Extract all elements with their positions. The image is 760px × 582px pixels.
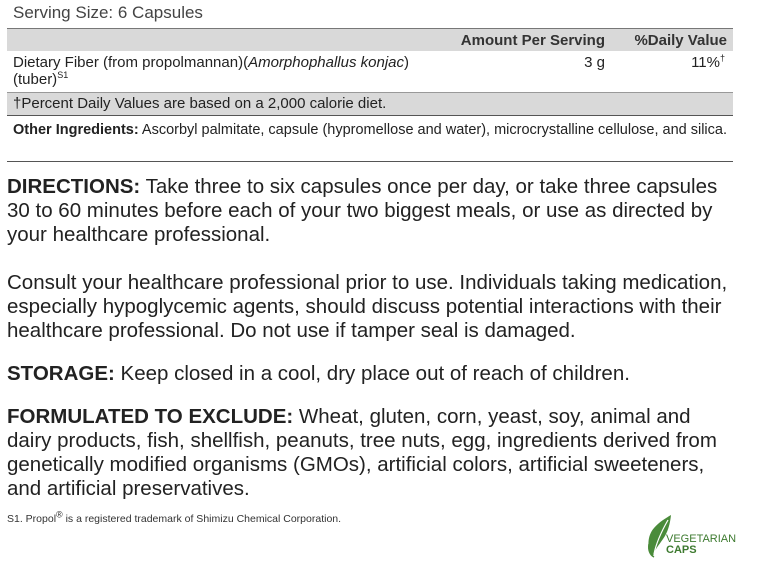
dagger-mark: † <box>719 53 725 63</box>
daily-value-footnote: †Percent Daily Values are based on a 2,000 calorie diet. <box>7 93 733 116</box>
directions-label: DIRECTIONS: <box>7 175 141 198</box>
storage-text: Keep closed in a cool, dry place out of reach of children. <box>114 362 630 385</box>
badge-line-1: VEGETARIAN <box>666 533 737 545</box>
directions-paragraph <box>7 175 737 247</box>
caution-paragraph: Consult your healthcare professional prior to use. Individuals taking medication, especially hypoglycemic agents, should discuss potential interactions with their healthcare professional. Do not use if tamper seal is damaged. <box>7 271 728 342</box>
exclude-text: Wheat, gluten, corn, yeast, soy, animal and dairy products, fish, shellfish, peanuts, tree nuts, egg, ingredients derived from genetically modified organisms (GMOs), artificial colors, artificial sweeteners, and artificial preservatives. <box>7 405 717 500</box>
storage-label: STORAGE: <box>7 362 115 385</box>
other-ingredients-text: Ascorbyl palmitate, capsule (hypromellose and water), microcrystalline cellulose, and silica. <box>138 122 727 138</box>
nutrient-name <box>13 54 443 88</box>
amount-column-header: Amount Per Serving <box>460 32 605 49</box>
nutrient-name-close: ) <box>404 54 410 71</box>
plant-part: (tuber) <box>13 71 58 88</box>
other-ingredients <box>7 116 733 162</box>
supplement-facts-panel <box>7 0 733 162</box>
badge-line-2: CAPS <box>666 544 697 556</box>
serving-size: Serving Size: 6 Capsules <box>7 0 733 29</box>
nutrient-name-text: Dietary Fiber (from propolmannan)( <box>13 54 249 71</box>
table-row <box>7 51 733 93</box>
trademark-prefix: S1. Propol <box>7 513 57 525</box>
nutrient-daily-value <box>691 54 725 71</box>
exclude-label: FORMULATED TO EXCLUDE: <box>7 405 294 428</box>
table-header <box>7 29 733 51</box>
other-ingredients-label: Other Ingredients: <box>13 122 139 138</box>
exclude-paragraph <box>7 405 737 501</box>
daily-value-number: 11% <box>691 54 720 71</box>
storage-paragraph <box>7 362 737 386</box>
vegetarian-caps-badge <box>646 514 746 558</box>
trademark-footnote <box>7 509 342 525</box>
daily-value-column-header: %Daily Value <box>634 32 727 49</box>
latin-name: Amorphophallus konjac <box>248 54 405 71</box>
registered-mark: ® <box>56 509 63 520</box>
directions-text: Take three to six capsules once per day, or take three capsules 30 to 60 minutes before each of your two biggest meals, or use as directed by your healthcare professional. <box>7 175 718 246</box>
trademark-text: is a registered trademark of Shimizu Chemical Corporation. <box>62 513 342 525</box>
badge-text <box>666 534 736 556</box>
footnote-ref: S1 <box>57 70 69 80</box>
nutrient-amount: 3 g <box>584 54 605 71</box>
